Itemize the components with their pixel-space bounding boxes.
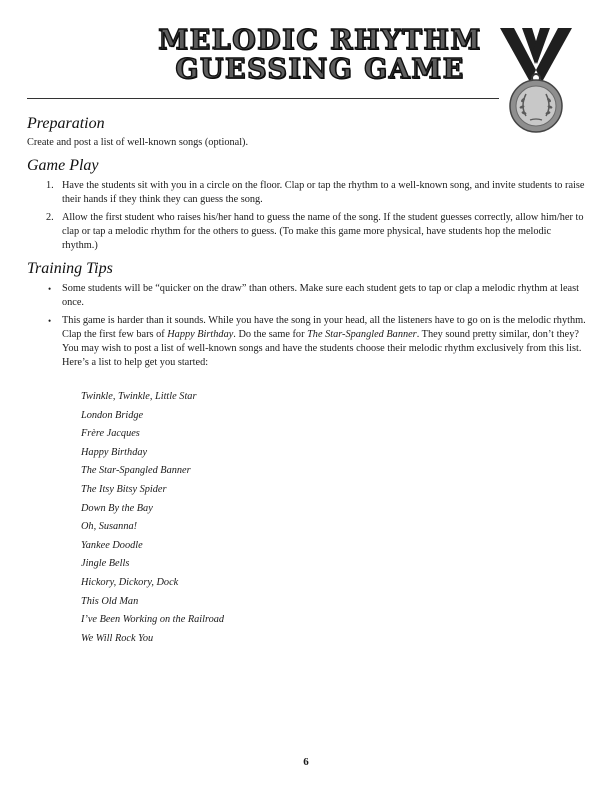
training-tips-list — [27, 282, 587, 370]
page-title — [150, 26, 490, 84]
list-item: Frère Jacques — [81, 428, 140, 440]
song-list — [81, 388, 587, 648]
page-content — [27, 115, 587, 655]
training-tips-section — [27, 260, 587, 648]
tip-text-part: . They sound pretty similar, don’t they? You may wish to post a list of well-known songs and have the students choose their melodic rhythm exclusively from this list. Here’s a list to help get you started: — [62, 329, 582, 368]
training-tips-heading: Training Tips — [27, 260, 113, 277]
preparation-text: Create and post a list of well-known songs (optional). — [27, 137, 249, 148]
list-item — [27, 314, 587, 370]
preparation-section — [27, 115, 587, 150]
step-number: 1. — [46, 180, 54, 191]
list-item: Twinkle, Twinkle, Little Star — [81, 391, 197, 402]
list-item: I’ve Been Working on the Railroad — [81, 614, 225, 626]
header-divider — [27, 98, 499, 99]
song-title-inline: Happy Birthday — [167, 329, 234, 340]
bullet-icon: • — [48, 284, 52, 294]
list-item: Oh, Susanna! — [81, 521, 138, 533]
song-title-inline: The Star-Spangled Banner — [307, 329, 417, 340]
tip-text-part: . Do the same for — [233, 329, 308, 340]
list-item: Down By the Bay — [81, 502, 153, 514]
list-item: Happy Birthday — [81, 446, 148, 458]
title-line-2: GUESSING GAME — [175, 54, 465, 85]
list-item: The Star-Spangled Banner — [81, 465, 191, 477]
list-item — [27, 282, 587, 310]
game-play-steps — [27, 179, 587, 253]
step-number: 2. — [46, 212, 54, 223]
bullet-icon: • — [48, 316, 52, 326]
preparation-heading: Preparation — [27, 115, 105, 132]
list-item: The Itsy Bitsy Spider — [81, 483, 167, 495]
page-number: 6 — [303, 756, 309, 768]
list-item — [27, 211, 587, 253]
title-line-1: MELODIC RHYTHM — [158, 25, 482, 56]
tip-text: Some students will be “quicker on the draw” than others. Make sure each student gets to tap or clap a melodic rhythm at least once. — [62, 283, 579, 308]
list-item — [27, 179, 587, 207]
list-item: Jingle Bells — [81, 558, 130, 570]
list-item: London Bridge — [81, 409, 144, 421]
step-text: Have the students sit with you in a circle on the floor. Clap or tap the rhythm to a well-known song, and invite students to raise their hands if they think they can guess the song. — [62, 180, 585, 205]
list-item: This Old Man — [81, 595, 139, 607]
list-item: Yankee Doodle — [81, 539, 143, 551]
list-item: We Will Rock You — [81, 632, 154, 644]
tip-text-part: This game is harder than it sounds. While you have the song in your head, all the listeners have to go on is the melodic rhythm. Clap the first few bars of — [62, 315, 586, 340]
game-play-section — [27, 157, 587, 253]
list-item: Hickory, Dickory, Dock — [81, 576, 179, 588]
game-play-heading: Game Play — [27, 157, 99, 174]
step-text: Allow the first student who raises his/her hand to guess the name of the song. If the student guesses correctly, allow him/her to clap or tap a melodic rhythm for the others to guess. (To make this game more physical, have students hop the melodic rhythm.) — [62, 212, 584, 251]
